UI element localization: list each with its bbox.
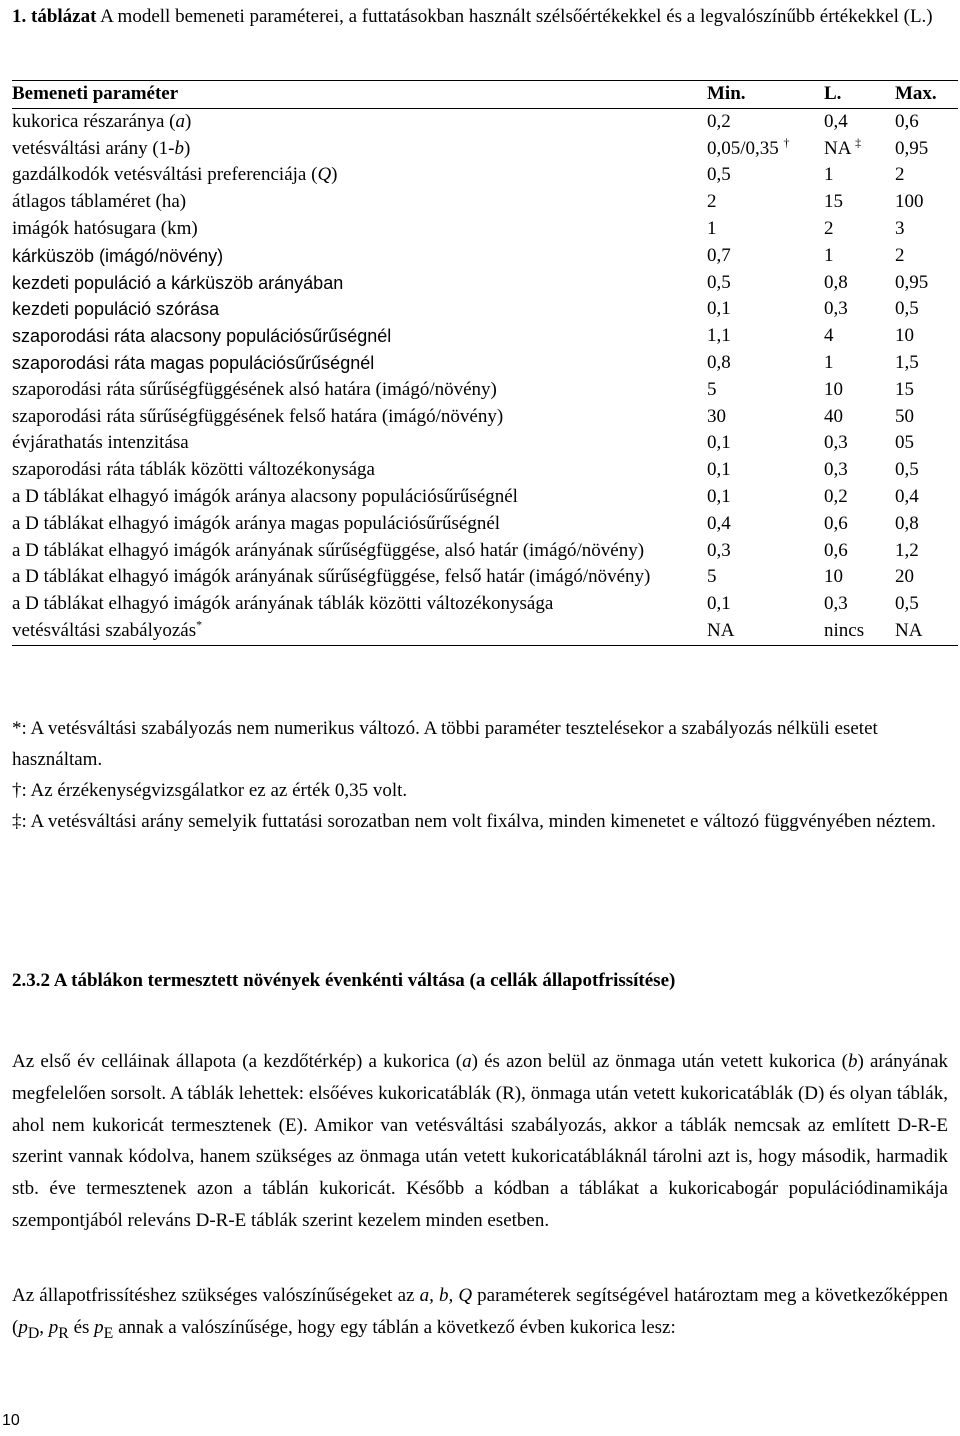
cell-likely: 0,8 <box>824 271 848 293</box>
table-row <box>12 404 958 431</box>
table-row <box>12 538 958 565</box>
cell-max: 10 <box>895 325 914 347</box>
table-row <box>12 296 958 323</box>
cell-min: 5 <box>707 566 717 588</box>
header-min: Min. <box>707 83 746 104</box>
cell-likely: 0,2 <box>824 485 848 507</box>
cell-parameter: a D táblákat elhagyó imágók aránya alacsony populációsűrűségnél <box>12 485 518 507</box>
cell-parameter: gazdálkodók vetésváltási preferenciája (Q) <box>12 164 338 186</box>
header-max: Max. <box>895 83 937 104</box>
cell-min: 0,7 <box>707 244 731 266</box>
paragraph-1 <box>12 1046 948 1237</box>
cell-likely: 0,3 <box>824 432 848 454</box>
table-row <box>12 136 958 163</box>
cell-parameter: a D táblákat elhagyó imágók arányának sűrűségfüggése, felső határ (imágó/növény) <box>12 566 651 588</box>
paragraph-2-text-2: paraméterek segítségével határoztam meg a következőképpen ( <box>12 1285 948 1338</box>
footnote-dagger: †: Az érzékenységvizsgálatkor ez az érték 0,35 volt. <box>12 780 408 801</box>
cell-max: 0,6 <box>895 110 919 132</box>
cell-min: 0,2 <box>707 110 731 132</box>
paragraph-2-text-1: Az állapotfrissítéshez szükséges valószínűségeket az <box>12 1285 420 1306</box>
cell-likely: 4 <box>824 325 834 347</box>
paragraph-1-text-3: ) arányának megfelelően sorsolt. A táblák lehettek: elsőéves kukoricatáblák (R), önmaga után vetett kukoricatáblák (D) és olyan táblák, ahol nem kukoricát termesztenek (E). Amikor van vetésváltási szabályozás, akkor a táblák nemcsak az említett D-R-E szerint vannak kódolva, hanem szükséges az önmaga után vetett kukoricatábláknál tárolni azt is, hogy második, harmadik stb. éve termesztenek azon a táblán kukoricát. Később a kódban a táblákat a kukoricabogár populációdinamikája szempontjából releváns D-R-E táblák szerint kezelem minden esetben. <box>12 1051 948 1231</box>
header-parameter: Bemeneti paraméter <box>12 83 179 104</box>
cell-max: 50 <box>895 405 914 427</box>
cell-min: 0,4 <box>707 512 731 534</box>
section-heading: 2.3.2 A táblákon termesztett növények évenkénti váltása (a cellák állapotfrissítése) <box>12 970 676 991</box>
paragraph-2-sep-2: és <box>68 1316 95 1338</box>
table-row <box>12 323 958 350</box>
cell-parameter: a D táblákat elhagyó imágók arányának táblák közötti változékonysága <box>12 593 554 615</box>
cell-max: 0,95 <box>895 271 929 293</box>
paragraph-1-italic-a: a <box>462 1051 472 1072</box>
cell-parameter: kukorica részaránya (a) <box>12 110 192 132</box>
paragraph-1-italic-b: b <box>847 1051 858 1072</box>
cell-min: 0,5 <box>707 271 731 293</box>
cell-likely: 0,3 <box>824 459 848 481</box>
cell-parameter: szaporodási ráta alacsony populációsűrűségnél <box>12 326 392 347</box>
cell-max: NA <box>895 619 923 641</box>
cell-parameter: átlagos táblaméret (ha) <box>12 191 187 213</box>
cell-likely: 1 <box>824 164 834 186</box>
cell-likely: 2 <box>824 217 834 239</box>
cell-min: 0,1 <box>707 432 731 454</box>
table-footnotes <box>12 713 948 837</box>
cell-parameter: szaporodási ráta magas populációsűrűségnél <box>12 352 375 373</box>
symbol-p-r: p <box>48 1316 59 1338</box>
cell-min: 30 <box>707 405 726 427</box>
paragraph-2-italic-params: a, b, Q <box>419 1285 473 1306</box>
cell-parameter: szaporodási ráta táblák közötti változékonysága <box>12 459 375 481</box>
table-row <box>12 216 958 243</box>
table-row <box>12 243 958 270</box>
cell-parameter: szaporodási ráta sűrűségfüggésének alsó határa (imágó/növény) <box>12 378 497 400</box>
table-row <box>12 618 958 645</box>
symbol-p-e: p <box>94 1316 104 1338</box>
header-likely: L. <box>824 83 842 104</box>
paragraph-1-text-1: Az első év celláinak állapota (a kezdőtérkép) a kukorica ( <box>12 1051 463 1072</box>
table-caption-label: 1. táblázat <box>12 6 97 27</box>
table-row <box>12 591 958 618</box>
cell-min: 0,1 <box>707 485 731 507</box>
cell-min: 0,1 <box>707 593 731 615</box>
cell-max: 05 <box>895 432 914 454</box>
cell-likely: 0,3 <box>824 593 848 615</box>
cell-max: 2 <box>895 164 905 186</box>
cell-parameter: a D táblákat elhagyó imágók arányának sűrűségfüggése, alsó határ (imágó/növény) <box>12 539 645 561</box>
table-header-row <box>12 81 958 109</box>
cell-max: 0,8 <box>895 512 919 534</box>
cell-min: 0,1 <box>707 459 731 481</box>
cell-likely: NA ‡ <box>824 135 862 159</box>
cell-max: 1,5 <box>895 351 919 373</box>
footnote-double-dagger: ‡: A vetésváltási arány semelyik futtatási sorozatban nem volt fixálva, minden kimenetet e változó függvényében néztem. <box>12 811 936 832</box>
table-row <box>12 377 958 404</box>
cell-min: 0,8 <box>707 351 731 373</box>
table-row <box>12 430 958 457</box>
table-row <box>12 350 958 377</box>
cell-likely: 15 <box>824 191 843 213</box>
cell-likely: 0,4 <box>824 110 848 132</box>
cell-max: 1,2 <box>895 539 919 561</box>
subscript-d: D <box>27 1324 40 1342</box>
cell-min: 0,1 <box>707 298 731 320</box>
cell-parameter: vetésváltási arány (1-b) <box>12 137 191 159</box>
paragraph-2-text-3: annak a valószínűsége, hogy egy táblán a következő évben kukorica lesz: <box>113 1316 676 1338</box>
cell-likely: 0,3 <box>824 298 848 320</box>
table-body <box>12 108 958 645</box>
cell-parameter: vetésváltási szabályozás* <box>12 617 203 641</box>
table-caption-text: A modell bemeneti paraméterei, a futtatásokban használt szélsőértékekkel és a legvalószínűbb értékekkel (L.) <box>96 6 933 27</box>
cell-max: 3 <box>895 217 905 239</box>
cell-max: 0,5 <box>895 593 919 615</box>
cell-max: 100 <box>895 191 924 213</box>
cell-likely: nincs <box>824 619 865 641</box>
table-row <box>12 270 958 297</box>
footnote-asterisk: *: A vetésváltási szabályozás nem numerikus változó. A többi paraméter tesztelésekor a szabályozás nélküli esetet használtam. <box>12 718 878 770</box>
cell-min: 0,3 <box>707 539 731 561</box>
cell-likely: 1 <box>824 351 834 373</box>
paragraph-2-sep-1: , <box>39 1316 49 1338</box>
cell-min: 5 <box>707 378 717 400</box>
cell-parameter: kezdeti populáció szórása <box>12 299 220 320</box>
cell-min: 0,5 <box>707 164 731 186</box>
table-caption <box>12 4 948 30</box>
cell-parameter: kezdeti populáció a kárküszöb arányában <box>12 272 344 293</box>
cell-min: NA <box>707 619 735 641</box>
cell-parameter: a D táblákat elhagyó imágók aránya magas populációsűrűségnél <box>12 512 501 534</box>
cell-max: 0,5 <box>895 298 919 320</box>
cell-min: 1 <box>707 217 717 239</box>
cell-parameter: kárküszöb (imágó/növény) <box>12 245 224 266</box>
cell-likely: 0,6 <box>824 539 848 561</box>
table-row <box>12 511 958 538</box>
cell-parameter: imágók hatósugara (km) <box>12 217 198 239</box>
cell-max: 2 <box>895 244 905 266</box>
subscript-e: E <box>103 1324 114 1342</box>
cell-min: 1,1 <box>707 325 731 347</box>
cell-likely: 10 <box>824 378 843 400</box>
symbol-p-d: p <box>18 1316 28 1338</box>
cell-likely: 10 <box>824 566 843 588</box>
cell-max: 0,95 <box>895 137 929 159</box>
subscript-r: R <box>58 1324 69 1342</box>
cell-max: 0,4 <box>895 485 919 507</box>
table-row <box>12 189 958 216</box>
table-row <box>12 484 958 511</box>
cell-min: 2 <box>707 191 717 213</box>
table-row <box>12 162 958 189</box>
cell-parameter: szaporodási ráta sűrűségfüggésének felső határa (imágó/növény) <box>12 405 504 427</box>
parameter-table <box>12 80 958 646</box>
cell-min: 0,05/0,35 † <box>707 135 790 159</box>
paragraph-2 <box>12 1280 948 1349</box>
cell-max: 0,5 <box>895 459 919 481</box>
cell-likely: 1 <box>824 244 834 266</box>
cell-likely: 0,6 <box>824 512 848 534</box>
table-row <box>12 457 958 484</box>
table-row <box>12 564 958 591</box>
cell-max: 20 <box>895 566 914 588</box>
cell-likely: 40 <box>824 405 843 427</box>
table-row <box>12 108 958 135</box>
cell-parameter: évjárathatás intenzitása <box>12 432 189 454</box>
page-number: 10 <box>2 1412 20 1429</box>
cell-max: 15 <box>895 378 914 400</box>
paragraph-1-text-2: ) és azon belül az önmaga után vetett kukorica ( <box>471 1051 848 1072</box>
